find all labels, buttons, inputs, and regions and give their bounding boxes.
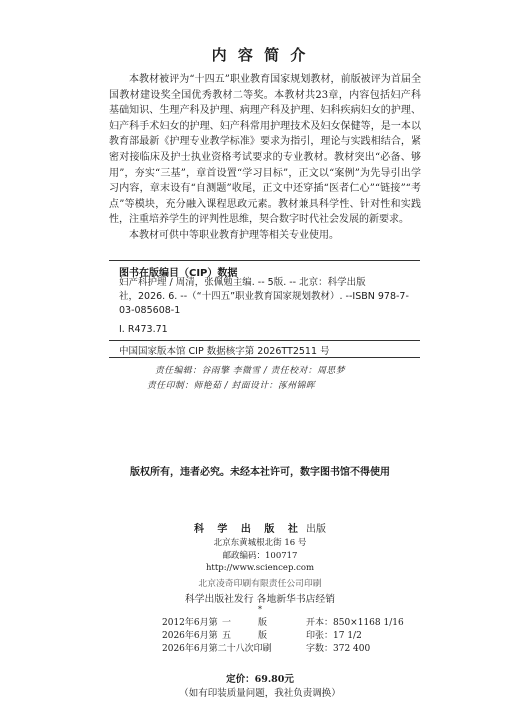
cip-number: 中国国家版本馆 CIP 数据核字第 2026TT2511 号 — [119, 346, 330, 357]
divider — [109, 260, 420, 261]
page-title: 内 容 简 介 — [211, 46, 309, 64]
publisher-name: 科 学 出 版 社 — [193, 524, 303, 535]
production-line: 责任印制：师艳茹 / 封面设计：涿州锦晖 — [147, 381, 316, 391]
distribution-line: 科学出版社发行 各地新华书店经销 — [184, 594, 336, 605]
edition-cell: 2026年6月第 — [162, 631, 218, 642]
cip-line: 03-085608-1 — [119, 305, 181, 316]
publisher-address: 北京东黄城根北街 16 号 — [213, 538, 307, 548]
cip-line: 社，2026. 6. --（“十四五”职业教育国家规划教材）. --ISBN 978-7- — [119, 291, 409, 302]
divider — [109, 357, 420, 358]
edition-cell: 五 — [222, 631, 232, 642]
cip-heading: 图书在版编目（CIP）数据 — [119, 268, 238, 279]
editors-line: 责任编辑：谷雨擎 李微雪 / 责任校对：周思梦 — [155, 366, 345, 376]
edition-cell: 版 — [258, 618, 268, 628]
cip-line: 妇产科护理 / 周清，张佩勉主编. -- 5版. -- 北京：科学出版 — [119, 277, 366, 288]
edition-cell: 字数：372 400 — [306, 644, 371, 655]
edition-cell: 版 — [258, 631, 268, 642]
divider — [109, 340, 420, 341]
postcode: 邮政编码：100717 — [222, 551, 298, 561]
publisher-suffix: 出版 — [302, 524, 327, 535]
summary-paragraph: 本教材可供中等职业教育护理等相关专业使用。 — [129, 229, 339, 241]
price: 定价：69.80元 — [226, 674, 294, 685]
cip-classification: Ⅰ. R473.71 — [119, 324, 168, 335]
edition-cell: 印张：17 1/2 — [306, 631, 362, 642]
publisher-website: http://www.sciencep.com — [205, 563, 315, 573]
edition-row — [162, 630, 426, 643]
printer-line: 北京凌奇印刷有限责任公司印刷 — [198, 579, 322, 589]
edition-cell: 2026年6月第二十八次印刷 — [162, 644, 272, 655]
separator-star: * — [258, 605, 262, 614]
rights-notice: 版权所有，违者必究。未经本社许可，数字图书馆不得使用 — [130, 467, 390, 478]
edition-cell: 开本：850×1168 1/16 — [306, 618, 404, 628]
edition-row — [162, 643, 426, 656]
edition-cell: 2012年6月第 — [162, 618, 218, 628]
quality-notice: （如有印装质量问题，我社负责调换） — [179, 688, 341, 699]
content-summary — [109, 72, 421, 244]
edition-row — [162, 617, 426, 630]
summary-paragraph: 本教材被评为“十四五”职业教育国家规划教材，前版被评为首届全国教材建设奖全国优秀教材二等奖。本教材共23章，内容包括妇产科基础知识、生理产科及护理、病理产科及护理、妇科疾病妇女的护理、妇产科手术妇女的护理、妇产科常用护理技术及妇女保健等，是一本以教育部最新《护理专业教学标准》要求为指引，理论与实践相结合，紧密对接临床及护士执业资格考试要求的专业教材。教材突出“必备、够用”，夯实“三基”，章首设置“学习目标”，正文以“案例”为先导引出学习内容，章末设有“自测题”收尾，正文中还穿插“医者仁心”“链接”“考点”等模块，充分融入课程思政元素。教材兼具科学性、针对性和实践性，注重培养学生的评判性思维，契合数字时代社会发展的新要求。 — [109, 74, 421, 226]
edition-table — [162, 617, 426, 657]
edition-cell: 一 — [222, 618, 232, 628]
publisher-line — [0, 520, 520, 535]
cip-record — [119, 276, 419, 318]
